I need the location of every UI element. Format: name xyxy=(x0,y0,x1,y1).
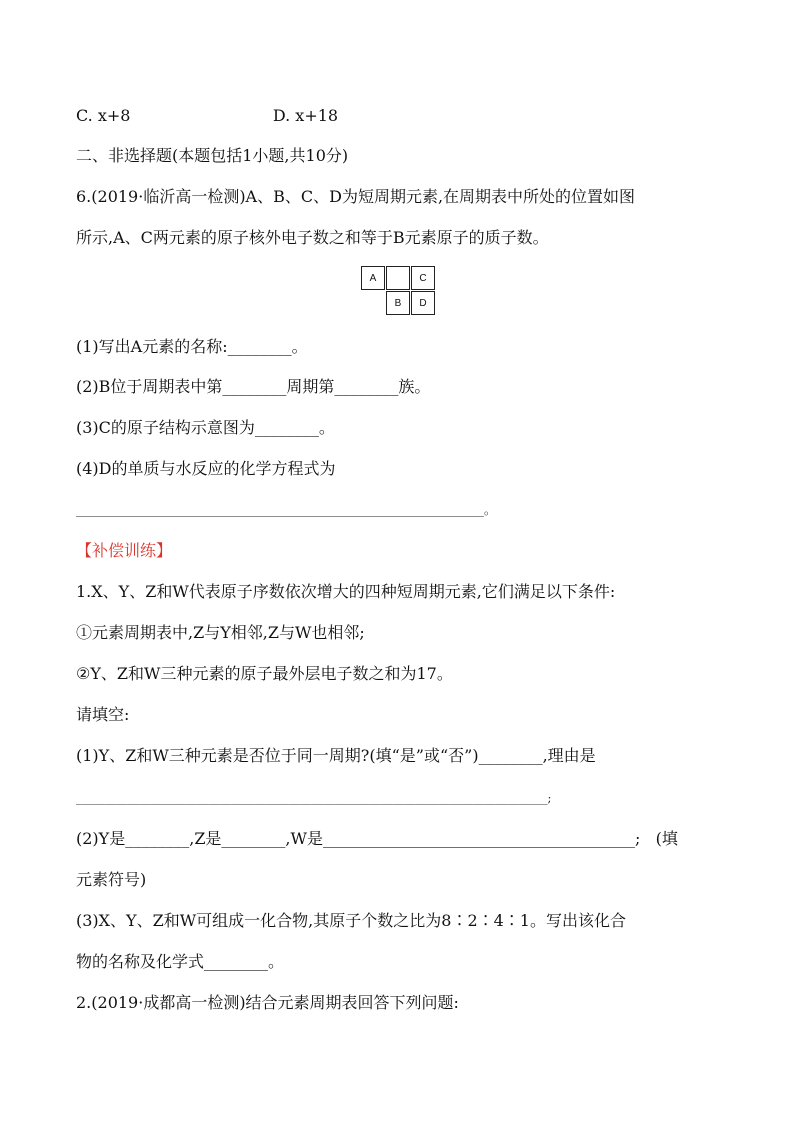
training-question-1-part-3-cont: 物的名称及化学式________。 xyxy=(76,952,285,971)
condition-1: ①元素周期表中,Z与Y相邻,Z与W也相邻; xyxy=(76,623,365,642)
training-question-1-part-2-cont: 元素符号) xyxy=(76,870,147,889)
periodic-position-grid xyxy=(361,266,436,316)
training-question-1-stem: 1.X、Y、Z和W代表原子序数依次增大的四种短周期元素,它们满足以下条件: xyxy=(76,582,616,601)
grid-cell-b: B xyxy=(386,291,410,315)
grid-cell-d: D xyxy=(411,291,435,315)
question-6-part-3: (3)C的原子结构示意图为________。 xyxy=(76,418,335,437)
reason-blank-line: __________________________________________________________________________________; xyxy=(76,791,552,805)
question-6-stem-2: 所示,A、C两元素的原子核外电子数之和等于B元素原子的质子数。 xyxy=(76,228,549,247)
fill-in-instruction: 请填空: xyxy=(76,705,130,724)
training-question-1-part-3: (3)X、Y、Z和W可组成一化合物,其原子个数之比为8∶2∶4∶1。写出该化合 xyxy=(76,911,626,930)
grid-cell-empty xyxy=(386,266,410,290)
question-6-part-4: (4)D的单质与水反应的化学方程式为 xyxy=(76,459,336,478)
training-question-2-stem: 2.(2019·成都高一检测)结合元素周期表回答下列问题: xyxy=(76,993,459,1012)
question-6-part-1: (1)写出A元素的名称:________。 xyxy=(76,337,308,356)
grid-cell-c: C xyxy=(411,266,435,290)
option-line-cd: C. x+8 D. x+18 xyxy=(76,106,339,125)
section-heading: 二、非选择题(本题包括1小题,共10分) xyxy=(76,146,349,165)
question-6-part-2: (2)B位于周期表中第________周期第________族。 xyxy=(76,377,431,396)
answer-blank-line: ____________________________________________________________________。 xyxy=(76,503,497,517)
question-6-stem-1: 6.(2019·临沂高一检测)A、B、C、D为短周期元素,在周期表中所处的位置如图 xyxy=(76,187,636,206)
grid-cell-a: A xyxy=(361,266,385,290)
supplementary-training-heading: 【补偿训练】 xyxy=(76,541,173,560)
condition-2: ②Y、Z和W三种元素的原子最外层电子数之和为17。 xyxy=(76,664,453,683)
training-question-1-part-2: (2)Y是________,Z是________,W是_______________________________________; (填 xyxy=(76,829,678,848)
training-question-1-part-1: (1)Y、Z和W三种元素是否位于同一周期?(填“是”或“否”)________,理由是 xyxy=(76,746,596,765)
